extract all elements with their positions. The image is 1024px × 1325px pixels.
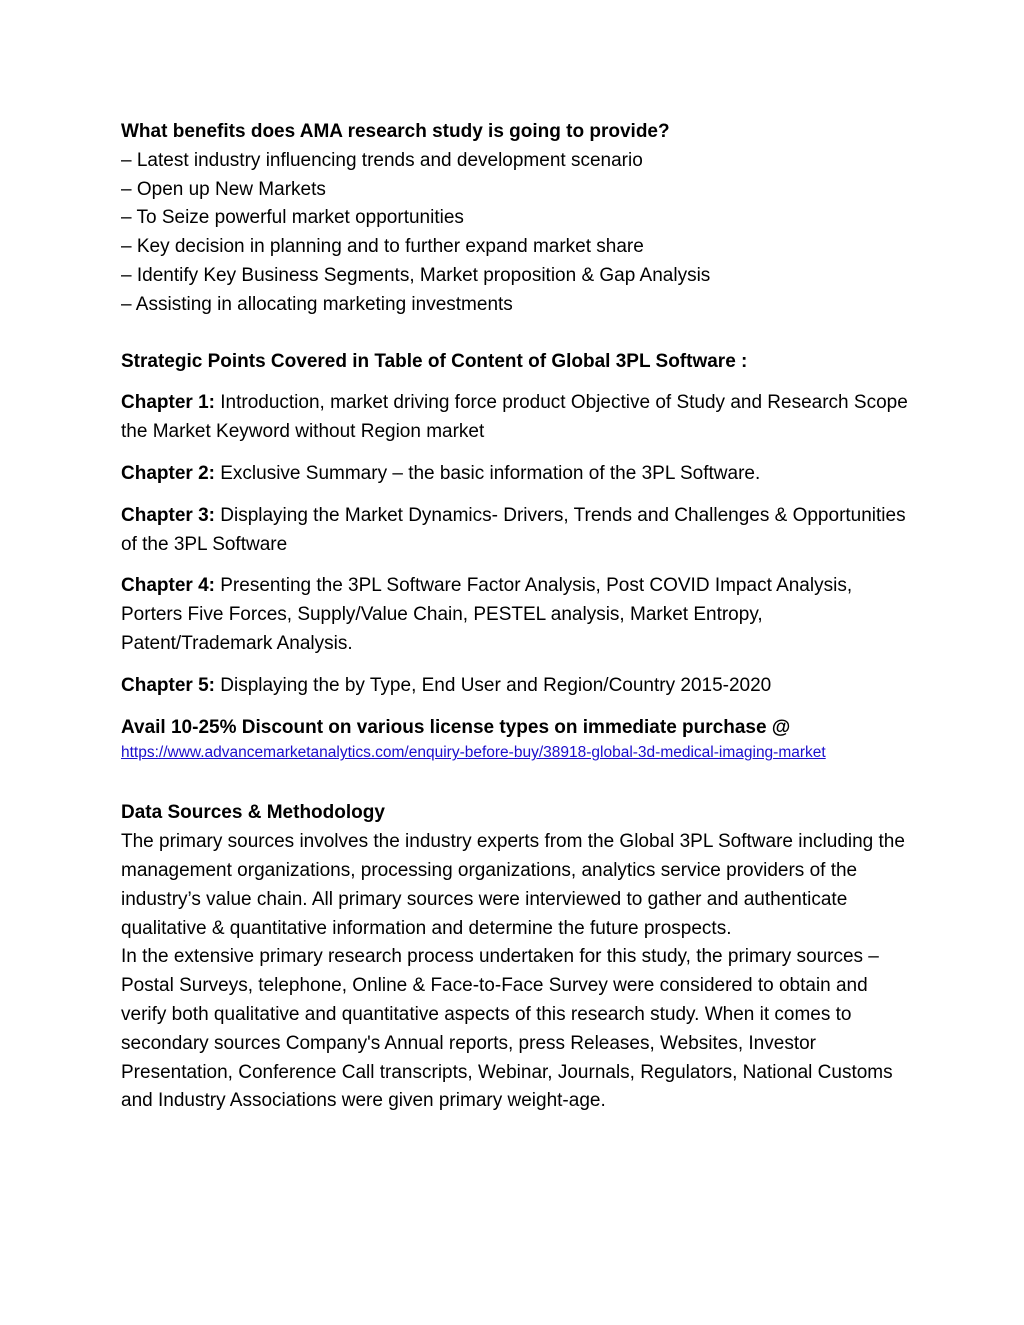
methodology-heading: Data Sources & Methodology [121, 802, 385, 824]
discount-offer: Avail 10-25% Discount on various license types on immediate purchase @ [121, 716, 791, 738]
benefits-heading: What benefits does AMA research study is going to provide? [121, 121, 670, 142]
chapter-3 [121, 502, 911, 560]
benefit-item: – Key decision in planning and to further expand market share [121, 236, 644, 258]
methodology-paragraph-1: The primary sources involves the industry experts from the Global 3PL Software including the management organizations, processing organizations, analytics service providers of the industry’s value chain. All primary sources were interviewed to gather and authenticate qualitative & quantitative information and determine the future prospects. [121, 831, 905, 939]
chapter-2 [121, 460, 911, 489]
benefit-item: – Latest industry influencing trends and development scenario [121, 149, 643, 171]
benefits-list [121, 147, 911, 320]
benefit-item: – Assisting in allocating marketing investments [121, 293, 513, 315]
methodology-paragraph-2: In the extensive primary research process undertaken for this study, the primary sources – Postal Surveys, telephone, Online & Face-to-Face Survey were considered to obtain and verify both qualitative and quantitative aspects of this research study. When it comes to secondary sources Company's Annual reports, press Releases, Websites, Investor Presentation, Conference Call transcripts, Webinar, Journals, Regulators, National Customs and Industry Associations were given primary weight-age. [121, 946, 893, 1112]
chapter-text: Introduction, market driving force product Objective of Study and Research Scope the Market Keyword without Region market [121, 392, 908, 443]
enquiry-link[interactable]: https://www.advancemarketanalytics.com/enquiry-before-buy/38918-global-3d-medical-imaging-market [121, 744, 826, 762]
chapter-label: Chapter 2: [121, 462, 215, 484]
benefit-item: – Open up New Markets [121, 178, 326, 200]
chapter-4 [121, 572, 911, 658]
chapter-label: Chapter 1: [121, 392, 215, 414]
chapter-1 [121, 389, 911, 447]
chapter-label: Chapter 4: [121, 575, 215, 597]
chapter-label: Chapter 3: [121, 504, 215, 526]
document-page [121, 118, 911, 1116]
chapter-5 [121, 672, 911, 701]
chapter-text: Exclusive Summary – the basic information of the 3PL Software. [214, 462, 761, 484]
benefit-item: – Identify Key Business Segments, Market proposition & Gap Analysis [121, 264, 711, 286]
chapter-text: Displaying the Market Dynamics- Drivers, Trends and Challenges & Opportunities of the 3PL Software [121, 504, 906, 555]
chapter-text: Presenting the 3PL Software Factor Analysis, Post COVID Impact Analysis, Porters Five Forces, Supply/Value Chain, PESTEL analysis, Market Entropy, Patent/Trademark Analysis. [121, 575, 853, 654]
benefit-item: – To Seize powerful market opportunities [121, 207, 464, 229]
chapter-label: Chapter 5: [121, 674, 215, 696]
chapter-text: Displaying the by Type, End User and Region/Country 2015-2020 [214, 674, 772, 696]
toc-heading: Strategic Points Covered in Table of Content of Global 3PL Software : [121, 350, 748, 372]
